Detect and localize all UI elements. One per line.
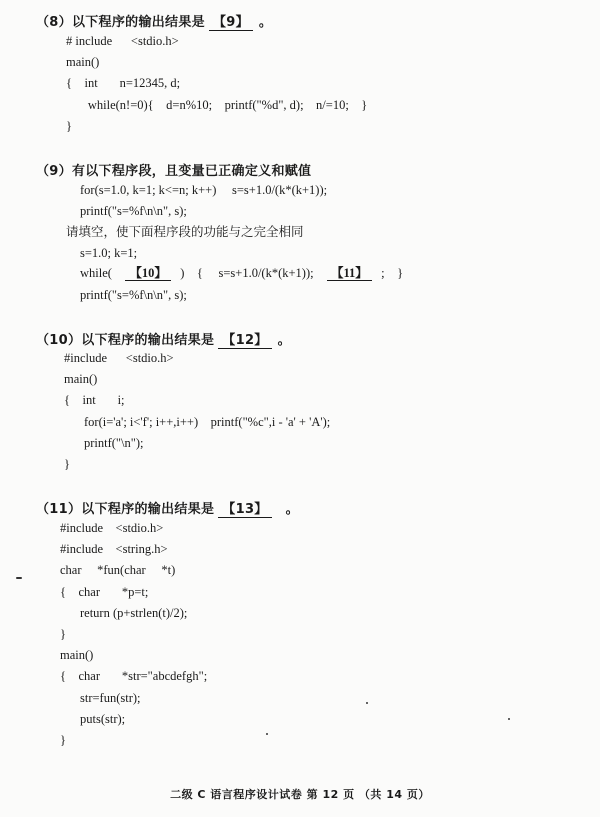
q10-code-line: } [64, 457, 70, 471]
q11-code-line: puts(str); [80, 712, 126, 726]
q8-title [36, 11, 272, 31]
q8-blank: 【9】 [209, 11, 253, 31]
q9-blank-11: 【11】 [327, 266, 372, 281]
q10-code-line: for(i='a'; i<'f'; i++,i++) printf("%c",i - 'a' + 'A'); [84, 415, 331, 429]
q8-code-line: # include <stdio.h> [66, 34, 179, 48]
page-footer: 二级 C 语言程序设计试卷 第 12 页 （共 14 页） [170, 788, 430, 801]
q11-code-line: } [60, 627, 66, 641]
q11-code-line: str=fun(str); [80, 691, 141, 705]
q8-code-line: { int n=12345, d; [66, 76, 181, 90]
q9-while-open: while( [80, 266, 112, 280]
scan-speck [366, 702, 368, 704]
q10-code-line: main() [64, 372, 98, 386]
q9-title [36, 160, 311, 179]
q9-while-end: ; } [381, 266, 404, 280]
q10-blank: 【12】 [218, 329, 271, 349]
q9-code-line: printf("s=%f\n\n", s); [80, 204, 187, 218]
q10-code-line: printf("\n"); [84, 436, 144, 450]
q11-code-line: main() [60, 648, 94, 662]
q11-title-text: （11）以下程序的输出结果是 [36, 502, 215, 517]
q9-code-line: for(s=1.0, k=1; k<=n; k++) s=s+1.0/(k*(k+1)); [80, 183, 328, 197]
q10-end: 。 [277, 333, 291, 348]
q11-code-line: { char *p=t; [60, 585, 149, 599]
scan-speck [266, 733, 268, 735]
q9-while-mid: ) { s=s+1.0/(k*(k+1)); [180, 266, 314, 280]
q11-end: 。 [285, 502, 299, 517]
q9-while-line [80, 266, 403, 281]
q8-code-line: while(n!=0){ d=n%10; printf("%d", d); n/=10; } [66, 98, 368, 112]
q9-code-line: printf("s=%f\n\n", s); [80, 288, 187, 302]
q9-blank-10: 【10】 [125, 266, 171, 281]
q10-code-line: { int i; [64, 393, 125, 407]
q11-code-line: #include <string.h> [60, 542, 168, 556]
q8-end: 。 [258, 15, 273, 30]
q11-title [36, 498, 299, 518]
q8-code-line: main() [66, 55, 100, 69]
q11-code-line: { char *str="abcdefgh"; [60, 669, 208, 683]
q9-instruction: 请填空，使下面程序段的功能与之完全相同 [66, 224, 304, 239]
q10-title [36, 329, 291, 349]
scan-speck [16, 577, 22, 579]
q11-code-line: } [60, 733, 66, 747]
q10-title-text: （10）以下程序的输出结果是 [36, 333, 215, 348]
q10-code-line: #include <stdio.h> [64, 351, 174, 365]
q11-code-line: #include <stdio.h> [60, 521, 164, 535]
q11-code-line: char *fun(char *t) [60, 563, 176, 577]
q11-blank: 【13】 [218, 498, 271, 518]
q8-title-text: （8）以下程序的输出结果是 [36, 15, 205, 30]
scan-speck [508, 718, 510, 720]
q9-code-line: s=1.0; k=1; [80, 246, 138, 260]
q11-code-line: return (p+strlen(t)/2); [80, 606, 188, 620]
q8-code-line: } [66, 119, 72, 133]
q9-title-text: （9）有以下程序段，且变量已正确定义和赋值 [36, 164, 312, 179]
